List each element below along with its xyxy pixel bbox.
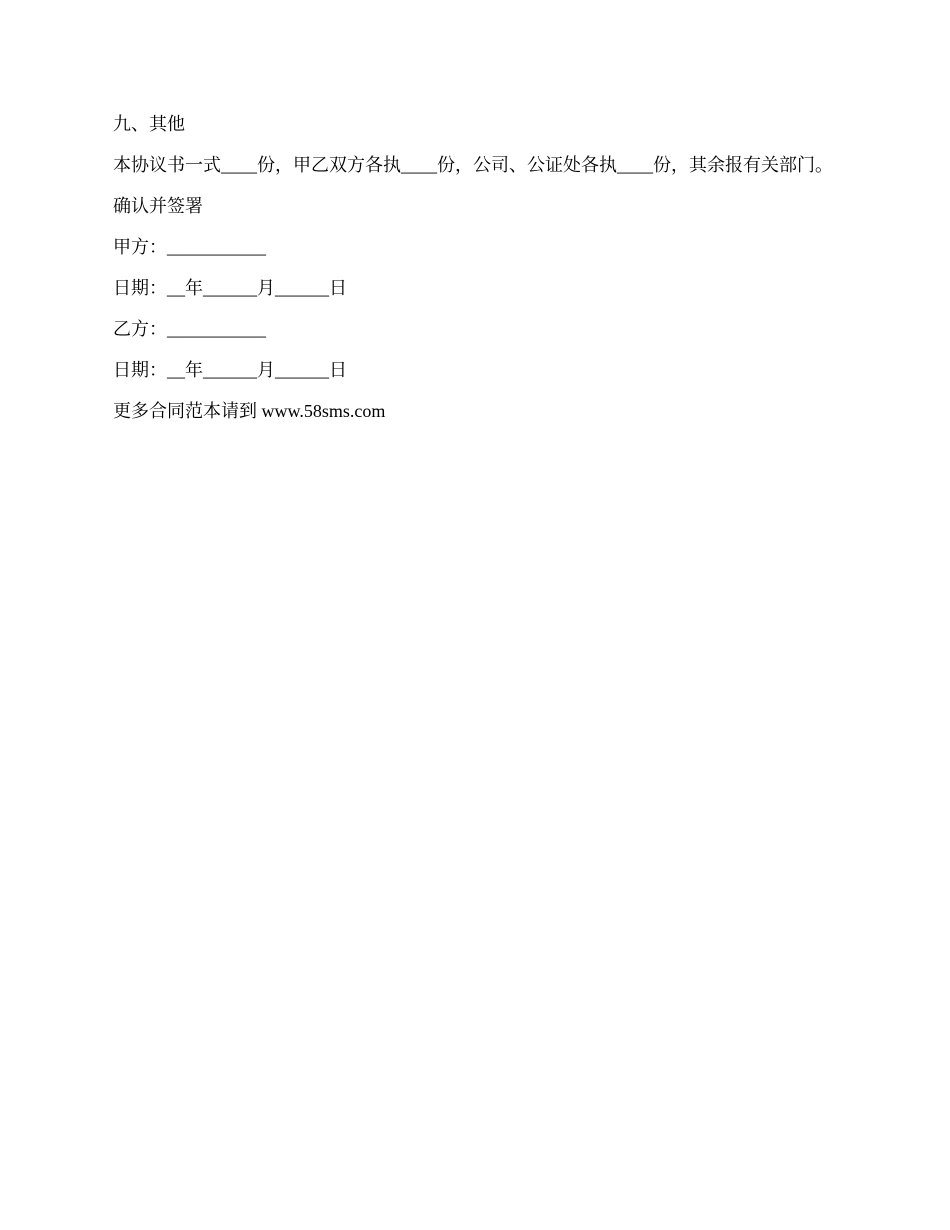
party-a-date-line: 日期：__年______月______日	[113, 278, 347, 298]
more-templates-footer: 更多合同范本请到 www.58sms.com	[113, 401, 386, 421]
party-b-signature-line: 乙方：___________	[113, 319, 266, 339]
confirm-sign-heading: 确认并签署	[113, 196, 203, 216]
document-body	[113, 111, 893, 439]
section-heading-other: 九、其他	[113, 114, 185, 134]
copies-clause: 本协议书一式____份，甲乙双方各执____份，公司、公证处各执____份，其余报有关部门。	[113, 155, 833, 175]
party-a-signature-line: 甲方：___________	[113, 237, 266, 257]
party-b-date-line: 日期：__年______月______日	[113, 360, 347, 380]
